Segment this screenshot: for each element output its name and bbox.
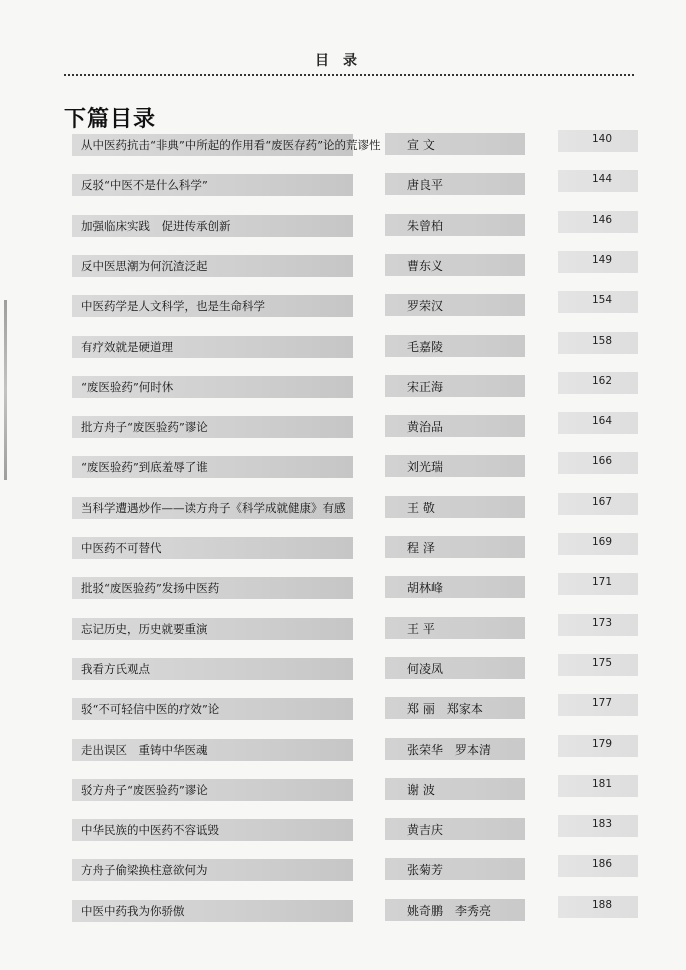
toc-entry[interactable] <box>0 617 686 641</box>
entry-title: 中医中药我为你骄傲 <box>81 903 185 918</box>
entry-author-highlight <box>385 415 525 437</box>
entry-title: 当科学遭遇炒作——读方舟子《科学成就健康》有感 <box>81 500 346 515</box>
entry-author: 朱曾柏 <box>407 218 444 233</box>
entry-author-highlight <box>385 778 525 800</box>
toc-entry[interactable] <box>0 415 686 439</box>
entry-author: 王 平 <box>407 621 435 636</box>
entry-author: 郑 丽 郑家本 <box>407 702 483 717</box>
entry-author-highlight <box>385 294 525 316</box>
entry-page-number: 144 <box>592 173 613 186</box>
entry-author: 刘光瑞 <box>407 460 444 475</box>
entry-page-number: 186 <box>592 858 613 871</box>
toc-entry[interactable] <box>0 818 686 842</box>
entry-page-number: 183 <box>592 818 613 831</box>
toc-entry[interactable] <box>0 335 686 359</box>
entry-page-number: 181 <box>592 777 613 790</box>
entry-author: 黄治品 <box>407 420 444 435</box>
entry-author: 张菊芳 <box>407 863 444 878</box>
entry-author-highlight <box>385 657 525 679</box>
entry-author-highlight <box>385 818 525 840</box>
entry-title: 忘记历史，历史就要重演 <box>81 621 208 636</box>
entry-title: 从中医药抗击“非典”中所起的作用看“废医存药”论的荒谬性 <box>81 138 381 152</box>
page-header-title: 目录 <box>315 53 371 69</box>
entry-page-number: 162 <box>592 374 613 387</box>
entry-author: 罗荣汉 <box>407 299 444 314</box>
toc-entry[interactable] <box>0 536 686 560</box>
entry-page-number: 173 <box>592 616 613 629</box>
entry-author-highlight <box>385 173 525 195</box>
entry-title: 中医药不可替代 <box>81 541 162 555</box>
entry-author: 王 敬 <box>407 500 435 515</box>
entry-title: 驳方舟子“废医验药”谬论 <box>81 782 208 797</box>
entry-author: 张荣华 罗本清 <box>407 742 492 757</box>
entry-title: 方舟子偷梁换柱意欲何为 <box>81 863 208 878</box>
toc-entry[interactable] <box>0 697 686 721</box>
section-title: 下篇目录 <box>64 106 157 132</box>
entry-author-highlight <box>385 455 525 477</box>
toc-entry[interactable] <box>0 576 686 600</box>
entry-author-highlight <box>385 335 525 357</box>
entry-title: 批驳“废医验药”发扬中医药 <box>81 581 220 596</box>
entry-page-number: 164 <box>592 415 613 428</box>
entry-author-highlight <box>385 375 525 397</box>
entry-page-number: 158 <box>592 334 613 347</box>
toc-entry[interactable] <box>0 133 686 157</box>
toc-entry[interactable] <box>0 657 686 681</box>
entry-title: 加强临床实践 促进传承创新 <box>81 218 231 233</box>
entry-page-number: 166 <box>592 455 613 468</box>
entry-title: “废医验药”到底羞辱了谁 <box>81 460 208 475</box>
entry-page-number: 175 <box>592 656 613 669</box>
entry-title: 有疗效就是硬道理 <box>81 339 173 354</box>
entry-title: 反中医思潮为何沉渣泛起 <box>81 258 208 273</box>
entry-title: 批方舟子“废医验药”谬论 <box>81 420 208 435</box>
entry-author: 程 泽 <box>407 541 435 555</box>
toc-entry[interactable] <box>0 899 686 923</box>
entry-page-number: 154 <box>592 294 613 307</box>
entry-author: 宋正海 <box>407 379 444 394</box>
entry-page-number: 179 <box>592 737 613 750</box>
entry-author: 曹东义 <box>407 258 444 273</box>
entry-author: 宣 文 <box>407 138 435 152</box>
entry-author-highlight <box>385 858 525 880</box>
entry-author-highlight <box>385 617 525 639</box>
entry-page-number: 171 <box>592 576 613 589</box>
toc-entry[interactable] <box>0 778 686 802</box>
entry-author-highlight <box>385 536 525 558</box>
toc-entry[interactable] <box>0 738 686 762</box>
entry-title: 驳“不可轻信中医的疗效”论 <box>81 702 220 717</box>
entry-page-number: 140 <box>592 133 613 145</box>
entry-author-highlight <box>385 254 525 276</box>
toc-entry[interactable] <box>0 294 686 318</box>
entry-title: 中医药学是人文科学，也是生命科学 <box>81 299 265 314</box>
entry-author: 唐良平 <box>407 178 444 193</box>
entry-title: 反驳“中医不是什么科学” <box>81 178 208 193</box>
entry-author-highlight <box>385 496 525 518</box>
entry-author: 何凌凤 <box>407 661 444 676</box>
toc-entry[interactable] <box>0 496 686 520</box>
toc-entry[interactable] <box>0 214 686 238</box>
toc-entry[interactable] <box>0 455 686 479</box>
entry-title: “废医验药”何时休 <box>81 379 174 394</box>
entry-author: 黄吉庆 <box>407 823 444 838</box>
entry-title: 走出误区 重铸中华医魂 <box>81 742 208 757</box>
toc-entry[interactable] <box>0 254 686 278</box>
entry-author: 姚奇鹏 李秀亮 <box>407 903 492 918</box>
entry-page-number: 188 <box>592 898 613 911</box>
entry-author: 谢 波 <box>407 782 435 797</box>
entry-author-highlight <box>385 576 525 598</box>
entry-page-number: 169 <box>592 536 613 548</box>
entry-page-number: 177 <box>592 697 613 710</box>
entry-author-highlight <box>385 133 525 155</box>
entry-author-highlight <box>385 214 525 236</box>
entry-page-number: 149 <box>592 253 613 266</box>
entry-page-number: 146 <box>592 213 613 226</box>
toc-entry[interactable] <box>0 375 686 399</box>
entry-page-number: 167 <box>592 495 613 508</box>
entry-author: 毛嘉陵 <box>407 339 444 354</box>
entry-title: 中华民族的中医药不容诋毁 <box>81 823 219 838</box>
toc-entry[interactable] <box>0 173 686 197</box>
entry-author: 胡林峰 <box>407 581 444 596</box>
toc-entry[interactable] <box>0 858 686 882</box>
entry-title: 我看方氏观点 <box>81 661 150 676</box>
